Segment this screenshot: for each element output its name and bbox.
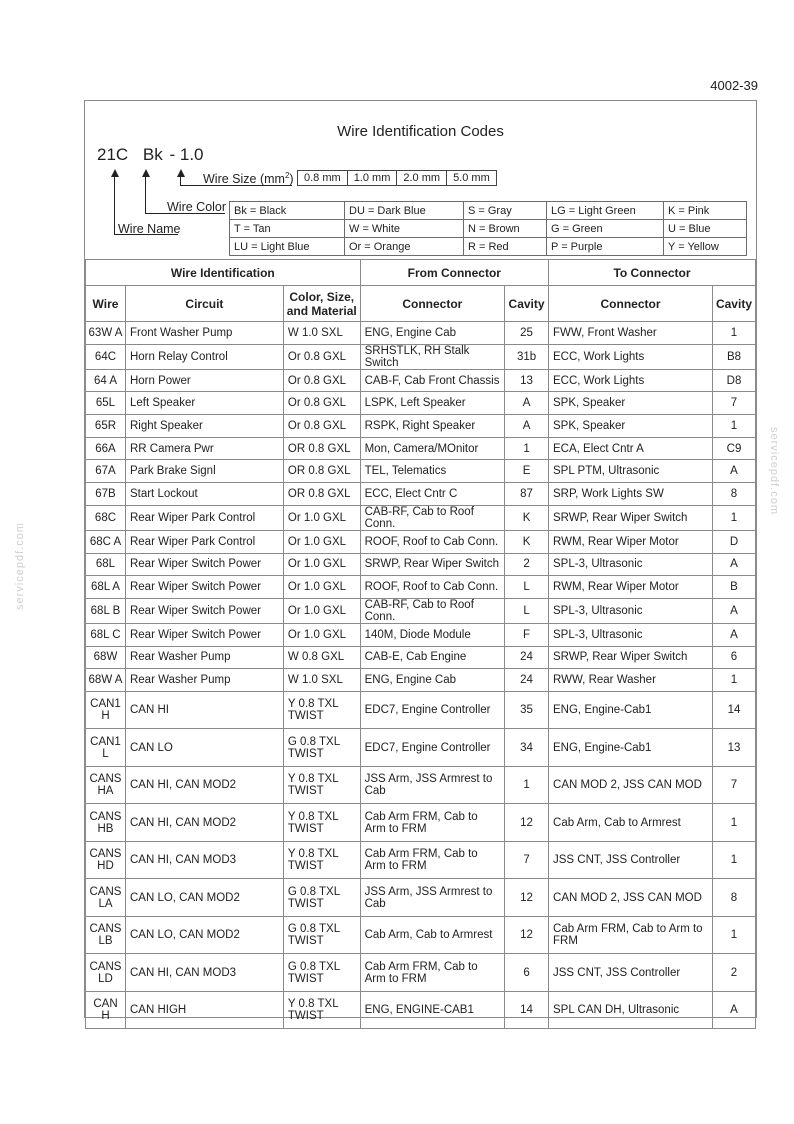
column-header-from-connector: Connector xyxy=(360,286,504,322)
circuit-cell: Horn Power xyxy=(125,369,283,392)
color-size-material-cell: Or 1.0 GXL xyxy=(283,553,360,576)
from-cavity-cell: 7 xyxy=(505,841,549,879)
circuit-cell: CAN HIGH xyxy=(125,991,283,1029)
color-size-material-cell: G 0.8 TXL TWIST xyxy=(283,954,360,992)
circuit-cell: CAN HI, CAN MOD3 xyxy=(125,841,283,879)
example-wire-color: Bk xyxy=(142,145,163,164)
example-wire-size: - 1.0 xyxy=(169,145,204,164)
from-cavity-cell: 24 xyxy=(505,669,549,692)
to-connector-cell: JSS CNT, JSS Controller xyxy=(549,954,713,992)
color-size-material-cell: Or 0.8 GXL xyxy=(283,344,360,369)
circuit-cell: Front Washer Pump xyxy=(125,322,283,345)
wire-size-leader xyxy=(180,177,181,185)
circuit-cell: RR Camera Pwr xyxy=(125,437,283,460)
from-connector-cell: LSPK, Left Speaker xyxy=(360,392,504,415)
wire-cell: 67A xyxy=(86,460,126,483)
wire-size-option: 2.0 mm xyxy=(397,171,447,185)
color-size-material-cell: Or 0.8 GXL xyxy=(283,369,360,392)
column-header-to-cavity: Cavity xyxy=(712,286,755,322)
table-row xyxy=(86,322,756,345)
from-cavity-cell: 14 xyxy=(505,991,549,1029)
table-row xyxy=(86,415,756,438)
color-code-cell: T = Tan xyxy=(230,220,345,238)
wire-color-label: Wire Color xyxy=(167,200,227,214)
table-row xyxy=(86,804,756,842)
color-code-cell: G = Green xyxy=(547,220,664,238)
table-row xyxy=(86,505,756,530)
color-size-material-cell: Or 1.0 GXL xyxy=(283,576,360,599)
to-cavity-cell: 8 xyxy=(712,483,755,506)
color-size-material-cell: Or 1.0 GXL xyxy=(283,598,360,623)
from-connector-cell: CAB-RF, Cab to Roof Conn. xyxy=(360,598,504,623)
to-cavity-cell: 1 xyxy=(712,841,755,879)
group-header-from-connector: From Connector xyxy=(360,260,548,286)
to-cavity-cell: 7 xyxy=(712,766,755,804)
to-cavity-cell: 1 xyxy=(712,669,755,692)
from-connector-cell: JSS Arm, JSS Armrest to Cab xyxy=(360,879,504,917)
from-cavity-cell: K xyxy=(505,530,549,553)
to-cavity-cell: A xyxy=(712,553,755,576)
from-cavity-cell: K xyxy=(505,505,549,530)
color-size-material-cell: W 1.0 SXL xyxy=(283,322,360,345)
to-cavity-cell: 1 xyxy=(712,415,755,438)
from-cavity-cell: 12 xyxy=(505,916,549,954)
to-connector-cell: ENG, Engine-Cab1 xyxy=(549,729,713,767)
from-cavity-cell: 25 xyxy=(505,322,549,345)
color-size-material-cell: Or 0.8 GXL xyxy=(283,392,360,415)
color-code-row xyxy=(230,220,747,238)
color-size-material-cell: G 0.8 TXL TWIST xyxy=(283,879,360,917)
to-cavity-cell: 8 xyxy=(712,879,755,917)
color-size-material-cell: Y 0.8 TXL TWIST xyxy=(283,841,360,879)
to-connector-cell: CAN MOD 2, JSS CAN MOD xyxy=(549,879,713,917)
wire-name-leader xyxy=(114,177,115,235)
circuit-cell: Left Speaker xyxy=(125,392,283,415)
color-size-material-cell: OR 0.8 GXL xyxy=(283,460,360,483)
color-code-cell: LU = Light Blue xyxy=(230,238,345,256)
wire-size-option: 0.8 mm xyxy=(298,171,348,185)
to-connector-cell: SPL-3, Ultrasonic xyxy=(549,553,713,576)
wire-cell: CANS HA xyxy=(86,766,126,804)
from-cavity-cell: 34 xyxy=(505,729,549,767)
to-cavity-cell: 13 xyxy=(712,729,755,767)
from-connector-cell: TEL, Telematics xyxy=(360,460,504,483)
legend-title: Wire Identification Codes xyxy=(337,123,504,140)
example-wire-name: 21C xyxy=(97,145,129,164)
wire-color-leader xyxy=(145,177,146,214)
color-size-material-cell: W 1.0 SXL xyxy=(283,669,360,692)
to-connector-cell: SPL-3, Ultrasonic xyxy=(549,623,713,646)
to-connector-cell: Cab Arm, Cab to Armrest xyxy=(549,804,713,842)
to-cavity-cell: A xyxy=(712,598,755,623)
to-connector-cell: ECA, Elect Cntr A xyxy=(549,437,713,460)
from-connector-cell: CAB-F, Cab Front Chassis xyxy=(360,369,504,392)
to-connector-cell: Cab Arm FRM, Cab to Arm to FRM xyxy=(549,916,713,954)
to-cavity-cell: B xyxy=(712,576,755,599)
circuit-cell: Start Lockout xyxy=(125,483,283,506)
to-connector-cell: SPK, Speaker xyxy=(549,415,713,438)
column-header-from-cavity: Cavity xyxy=(505,286,549,322)
circuit-cell: Right Speaker xyxy=(125,415,283,438)
to-cavity-cell: A xyxy=(712,623,755,646)
color-size-material-cell: Or 1.0 GXL xyxy=(283,623,360,646)
from-cavity-cell: 1 xyxy=(505,437,549,460)
from-connector-cell: Mon, Camera/MOnitor xyxy=(360,437,504,460)
table-row xyxy=(86,598,756,623)
table-row xyxy=(86,841,756,879)
from-cavity-cell: 31b xyxy=(505,344,549,369)
wire-cell: 68L C xyxy=(86,623,126,646)
color-code-cell: LG = Light Green xyxy=(547,202,664,220)
circuit-cell: Rear Wiper Park Control xyxy=(125,505,283,530)
circuit-cell: CAN HI, CAN MOD3 xyxy=(125,954,283,992)
color-code-table xyxy=(229,201,747,256)
wire-cell: 68C xyxy=(86,505,126,530)
table-row xyxy=(86,392,756,415)
color-size-material-cell: Y 0.8 TXL TWIST xyxy=(283,804,360,842)
wire-cell: 64 A xyxy=(86,369,126,392)
page-number: 4002-39 xyxy=(710,78,758,93)
to-cavity-cell: 1 xyxy=(712,505,755,530)
table-row xyxy=(86,530,756,553)
to-connector-cell: SRWP, Rear Wiper Switch xyxy=(549,505,713,530)
table-row xyxy=(86,437,756,460)
column-header-to-connector: Connector xyxy=(549,286,713,322)
color-code-cell: P = Purple xyxy=(547,238,664,256)
table-row xyxy=(86,576,756,599)
from-connector-cell: Cab Arm FRM, Cab to Arm to FRM xyxy=(360,841,504,879)
from-connector-cell: SRWP, Rear Wiper Switch xyxy=(360,553,504,576)
wire-cell: 68L B xyxy=(86,598,126,623)
wire-cell: 65L xyxy=(86,392,126,415)
to-cavity-cell: 6 xyxy=(712,646,755,669)
from-connector-cell: ENG, Engine Cab xyxy=(360,669,504,692)
wire-code-frame xyxy=(84,100,757,1023)
color-size-material-cell: Or 1.0 GXL xyxy=(283,505,360,530)
wire-cell: CANS LB xyxy=(86,916,126,954)
from-connector-cell: CAB-E, Cab Engine xyxy=(360,646,504,669)
color-size-material-cell: Or 0.8 GXL xyxy=(283,415,360,438)
table-row xyxy=(86,991,756,1029)
circuit-cell: CAN LO, CAN MOD2 xyxy=(125,916,283,954)
to-connector-cell: SPL CAN DH, Ultrasonic xyxy=(549,991,713,1029)
to-connector-cell: SPL PTM, Ultrasonic xyxy=(549,460,713,483)
from-connector-cell: Cab Arm FRM, Cab to Arm to FRM xyxy=(360,954,504,992)
circuit-cell: CAN HI, CAN MOD2 xyxy=(125,766,283,804)
table-row xyxy=(86,691,756,729)
circuit-cell: CAN HI, CAN MOD2 xyxy=(125,804,283,842)
circuit-cell: CAN HI xyxy=(125,691,283,729)
wire-cell: 68C A xyxy=(86,530,126,553)
to-connector-cell: SPL-3, Ultrasonic xyxy=(549,598,713,623)
color-size-material-cell: Or 1.0 GXL xyxy=(283,530,360,553)
from-cavity-cell: 24 xyxy=(505,646,549,669)
wire-identification-table xyxy=(85,259,756,1029)
color-code-cell: U = Blue xyxy=(664,220,747,238)
from-cavity-cell: L xyxy=(505,598,549,623)
to-connector-cell: RWW, Rear Washer xyxy=(549,669,713,692)
color-code-cell: K = Pink xyxy=(664,202,747,220)
from-cavity-cell: 35 xyxy=(505,691,549,729)
wire-size-option: 5.0 mm xyxy=(453,172,490,184)
from-connector-cell: Cab Arm FRM, Cab to Arm to FRM xyxy=(360,804,504,842)
to-cavity-cell: D8 xyxy=(712,369,755,392)
to-cavity-cell: B8 xyxy=(712,344,755,369)
circuit-cell: Rear Wiper Switch Power xyxy=(125,576,283,599)
circuit-cell: Rear Wiper Switch Power xyxy=(125,598,283,623)
column-header-wire: Wire xyxy=(86,286,126,322)
watermark-right: servicepdf.com xyxy=(768,427,780,515)
wire-identification-legend xyxy=(85,101,756,259)
table-row xyxy=(86,954,756,992)
from-connector-cell: RSPK, Right Speaker xyxy=(360,415,504,438)
color-code-row xyxy=(230,238,747,256)
table-row xyxy=(86,916,756,954)
to-connector-cell: FWW, Front Washer xyxy=(549,322,713,345)
from-cavity-cell: 13 xyxy=(505,369,549,392)
circuit-cell: Horn Relay Control xyxy=(125,344,283,369)
wire-name-label: Wire Name xyxy=(118,222,181,236)
from-cavity-cell: 87 xyxy=(505,483,549,506)
color-code-cell: DU = Dark Blue xyxy=(345,202,464,220)
to-cavity-cell: 1 xyxy=(712,804,755,842)
from-cavity-cell: F xyxy=(505,623,549,646)
to-cavity-cell: C9 xyxy=(712,437,755,460)
color-size-material-cell: G 0.8 TXL TWIST xyxy=(283,729,360,767)
from-cavity-cell: A xyxy=(505,392,549,415)
color-size-material-cell: OR 0.8 GXL xyxy=(283,483,360,506)
color-code-cell: S = Gray xyxy=(464,202,547,220)
to-connector-cell: SRWP, Rear Wiper Switch xyxy=(549,646,713,669)
circuit-cell: Rear Wiper Park Control xyxy=(125,530,283,553)
from-connector-cell: ECC, Elect Cntr C xyxy=(360,483,504,506)
from-connector-cell: ROOF, Roof to Cab Conn. xyxy=(360,576,504,599)
from-cavity-cell: 6 xyxy=(505,954,549,992)
wire-name-arrow-icon xyxy=(111,169,119,177)
wire-cell: 68L A xyxy=(86,576,126,599)
to-connector-cell: ECC, Work Lights xyxy=(549,369,713,392)
to-connector-cell: SPK, Speaker xyxy=(549,392,713,415)
color-size-material-cell: Y 0.8 TXL TWIST xyxy=(283,766,360,804)
code-example xyxy=(97,145,214,165)
to-cavity-cell: 2 xyxy=(712,954,755,992)
wire-cell: CANS HD xyxy=(86,841,126,879)
wire-cell: 68W A xyxy=(86,669,126,692)
wire-size-option: 1.0 mm xyxy=(348,171,398,185)
wire-cell: CAN H xyxy=(86,991,126,1029)
wire-cell: CAN1 H xyxy=(86,691,126,729)
watermark-left: servicepdf.com xyxy=(14,522,26,610)
wire-cell: CAN1 L xyxy=(86,729,126,767)
column-header-circuit: Circuit xyxy=(125,286,283,322)
to-cavity-cell: 7 xyxy=(712,392,755,415)
to-connector-cell: ECC, Work Lights xyxy=(549,344,713,369)
to-cavity-cell: 1 xyxy=(712,322,755,345)
wire-cell: 65R xyxy=(86,415,126,438)
color-size-material-cell: Y 0.8 TXL TWIST xyxy=(283,691,360,729)
to-connector-cell: ENG, Engine-Cab1 xyxy=(549,691,713,729)
from-cavity-cell: 2 xyxy=(505,553,549,576)
table-row xyxy=(86,669,756,692)
color-size-material-cell: W 0.8 GXL xyxy=(283,646,360,669)
to-connector-cell: JSS CNT, JSS Controller xyxy=(549,841,713,879)
wire-cell: CANS LD xyxy=(86,954,126,992)
from-cavity-cell: A xyxy=(505,415,549,438)
from-connector-cell: EDC7, Engine Controller xyxy=(360,729,504,767)
table-row xyxy=(86,623,756,646)
wire-cell: CANS LA xyxy=(86,879,126,917)
from-connector-cell: JSS Arm, JSS Armrest to Cab xyxy=(360,766,504,804)
table-row xyxy=(86,553,756,576)
table-row xyxy=(86,729,756,767)
group-header-to-connector: To Connector xyxy=(549,260,756,286)
wire-cell: 63W A xyxy=(86,322,126,345)
circuit-cell: CAN LO xyxy=(125,729,283,767)
from-cavity-cell: L xyxy=(505,576,549,599)
from-cavity-cell: E xyxy=(505,460,549,483)
wire-cell: 68W xyxy=(86,646,126,669)
from-cavity-cell: 12 xyxy=(505,879,549,917)
group-header-wire-identification: Wire Identification xyxy=(86,260,361,286)
color-code-cell: N = Brown xyxy=(464,220,547,238)
table-row xyxy=(86,766,756,804)
from-connector-cell: ENG, Engine Cab xyxy=(360,322,504,345)
table-row xyxy=(86,460,756,483)
color-code-cell: Bk = Black xyxy=(230,202,345,220)
table-row xyxy=(86,646,756,669)
color-code-row xyxy=(230,202,747,220)
from-cavity-cell: 12 xyxy=(505,804,549,842)
to-cavity-cell: A xyxy=(712,991,755,1029)
to-cavity-cell: 14 xyxy=(712,691,755,729)
from-connector-cell: SRHSTLK, RH Stalk Switch xyxy=(360,344,504,369)
color-size-material-cell: G 0.8 TXL TWIST xyxy=(283,916,360,954)
to-cavity-cell: D xyxy=(712,530,755,553)
to-connector-cell: RWM, Rear Wiper Motor xyxy=(549,530,713,553)
table-row xyxy=(86,344,756,369)
wire-color-arrow-icon xyxy=(142,169,150,177)
table-row xyxy=(86,483,756,506)
to-connector-cell: SRP, Work Lights SW xyxy=(549,483,713,506)
wire-cell: CANS HB xyxy=(86,804,126,842)
color-code-cell: Y = Yellow xyxy=(664,238,747,256)
to-connector-cell: CAN MOD 2, JSS CAN MOD xyxy=(549,766,713,804)
wire-cell: 67B xyxy=(86,483,126,506)
from-connector-cell: 140M, Diode Module xyxy=(360,623,504,646)
color-code-cell: Or = Orange xyxy=(345,238,464,256)
from-connector-cell: ROOF, Roof to Cab Conn. xyxy=(360,530,504,553)
from-cavity-cell: 1 xyxy=(505,766,549,804)
color-size-material-cell: OR 0.8 GXL xyxy=(283,437,360,460)
from-connector-cell: EDC7, Engine Controller xyxy=(360,691,504,729)
to-connector-cell: RWM, Rear Wiper Motor xyxy=(549,576,713,599)
wire-cell: 68L xyxy=(86,553,126,576)
circuit-cell: Rear Washer Pump xyxy=(125,646,283,669)
to-cavity-cell: 1 xyxy=(712,916,755,954)
color-code-cell: W = White xyxy=(345,220,464,238)
circuit-cell: CAN LO, CAN MOD2 xyxy=(125,879,283,917)
to-cavity-cell: A xyxy=(712,460,755,483)
column-header-color-size-material: Color, Size, and Material xyxy=(283,286,360,322)
circuit-cell: Rear Wiper Switch Power xyxy=(125,553,283,576)
circuit-cell: Park Brake Signl xyxy=(125,460,283,483)
circuit-cell: Rear Wiper Switch Power xyxy=(125,623,283,646)
wire-size-label: Wire Size $(mm^2)$ xyxy=(203,171,294,187)
color-size-material-cell: Y 0.8 TXL TWIST xyxy=(283,991,360,1029)
table-row xyxy=(86,879,756,917)
color-code-cell: R = Red xyxy=(464,238,547,256)
circuit-cell: Rear Washer Pump xyxy=(125,669,283,692)
wire-size-options xyxy=(297,170,497,186)
table-row xyxy=(86,369,756,392)
wire-cell: 64C xyxy=(86,344,126,369)
wire-cell: 66A xyxy=(86,437,126,460)
from-connector-cell: ENG, ENGINE-CAB1 xyxy=(360,991,504,1029)
wire-size-arrow-icon xyxy=(177,169,185,177)
from-connector-cell: Cab Arm, Cab to Armrest xyxy=(360,916,504,954)
from-connector-cell: CAB-RF, Cab to Roof Conn. xyxy=(360,505,504,530)
